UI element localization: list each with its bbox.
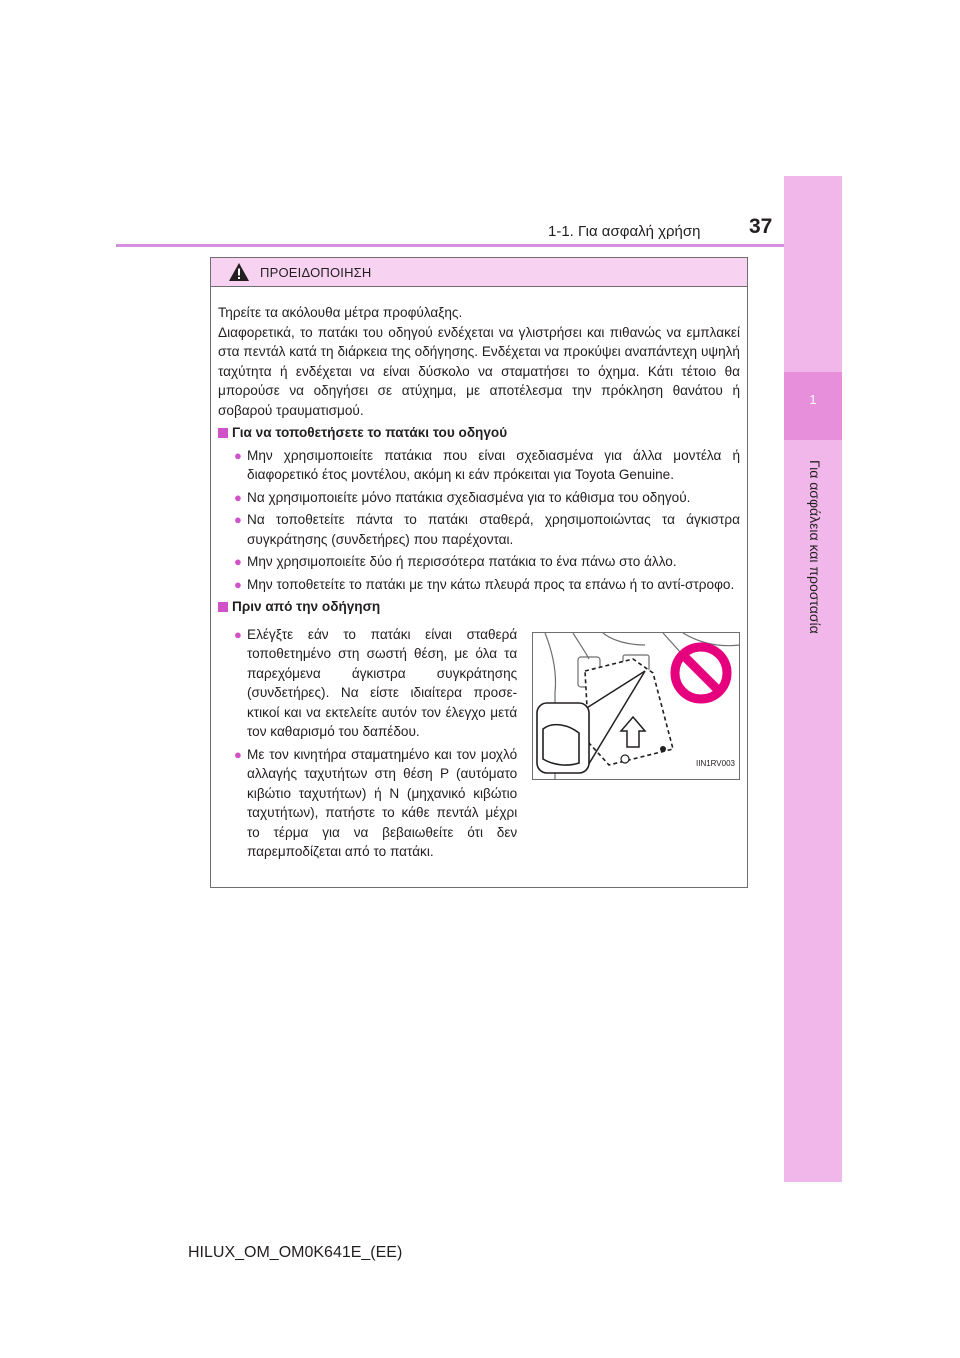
chapter-number: 1 bbox=[809, 392, 817, 407]
section-heading-text: Για να τοποθετήσετε το πατάκι του οδηγού bbox=[232, 425, 508, 440]
bullet-icon: ● bbox=[234, 576, 242, 592]
list-item-text: Να τοποθετείτε πάντα το πατάκι σταθερά, χρησιμοποιώντας τα άγκιστρα συγκράτησης (συνδετήρες) που παρέχονται. bbox=[247, 512, 740, 547]
list-item bbox=[218, 552, 740, 572]
list-item bbox=[218, 510, 740, 549]
bullet-icon: ● bbox=[234, 512, 242, 527]
page-number: 37 bbox=[749, 215, 773, 238]
list-item-text: Ελέγξτε εάν το πατάκι είναι σταθερά τοποθετημένο στη σωστή θέση, με όλα τα παρεχόμενα άγκιστρα συγκράτησης (συνδετήρες). Να είστε ιδιαίτερα προσε-κτικοί και να εκτελείτε αυτόν τον έλεγχο μετά τον καθαρισμό του δαπέδου. bbox=[247, 626, 518, 739]
bullet-icon: ● bbox=[234, 447, 242, 463]
warning-intro-2: Διαφορετικά, το πατάκι του οδηγού ενδέχεται να γλιστρήσει και πιθανώς να εμπλακεί στα πεντάλ κατά τη διάρκεια της οδήγησης. Ενδέχεται να προκύψει αναπάντεχη υψηλή ταχύτητα ή ενδέχεται να είναι δύσκολο να σταματήσει το όχημα. Κάτι τέτοιο θα μπορούσε να οδηγήσει σε ατύχημα, με αποτέλεσμα την πρόκληση θανάτου ή σοβαρού τραυματισμού. bbox=[218, 324, 740, 418]
list-item bbox=[218, 575, 740, 595]
list-item-text: Να χρησιμοποιείτε μόνο πατάκια σχεδιασμένα για το κάθισμα του οδηγού. bbox=[247, 489, 691, 505]
chapter-side-tab bbox=[784, 176, 842, 1182]
list-item bbox=[218, 488, 740, 508]
floor-mat-illustration bbox=[532, 632, 740, 780]
footer-doc-code: HILUX_OM_OM0K641E_(EE) bbox=[188, 1244, 403, 1261]
bullet-icon: ● bbox=[234, 746, 242, 762]
section-heading-before-driving bbox=[218, 597, 740, 617]
list-item bbox=[218, 625, 517, 742]
list-item bbox=[218, 446, 740, 485]
warning-title: ΠΡΟΕΙΔΟΠΟΙΗΣΗ bbox=[260, 264, 372, 280]
warning-header bbox=[211, 258, 747, 287]
list-item-text: Μην χρησιμοποιείτε δύο ή περισσότερα πατάκια το ένα πάνω στο άλλο. bbox=[247, 554, 677, 569]
chapter-title: Για ασφάλεια και προστασία bbox=[807, 460, 823, 634]
section-heading-text: Πριν από την οδήγηση bbox=[232, 599, 381, 614]
bullet-icon: ● bbox=[234, 626, 242, 642]
warning-content bbox=[211, 287, 747, 862]
list-item-text: Μην χρησιμοποιείτε πατάκια που είναι σχεδιασμένα για άλλα μοντέλα ή διαφορετικό έτος μοντέλου, ακόμη κι εάν πρόκειται για Toyota Genuine. bbox=[247, 447, 740, 482]
list-item-text: Μην τοποθετείτε το πατάκι με την κάτω πλευρά προς τα επάνω ή το αντί-στροφο. bbox=[247, 576, 735, 592]
list-item bbox=[218, 745, 517, 862]
warning-intro-1: Τηρείτε τα ακόλουθα μέτρα προφύλαξης. bbox=[218, 305, 463, 320]
warning-box bbox=[210, 257, 748, 888]
before-driving-list bbox=[218, 619, 517, 862]
figure-code: IIN1RV003 bbox=[696, 759, 735, 768]
square-bullet-icon bbox=[218, 428, 228, 438]
bullet-icon: ● bbox=[234, 489, 242, 505]
square-bullet-icon bbox=[218, 602, 228, 612]
warning-triangle-icon bbox=[228, 262, 250, 282]
header-rule bbox=[116, 244, 784, 247]
section-heading-driver-mat bbox=[218, 423, 740, 443]
section-title: 1-1. Για ασφαλή χρήση bbox=[548, 223, 701, 240]
list-item-text: Με τον κινητήρα σταματημένο και τον μοχλό αλλαγής ταχυτήτων στη θέση P (αυτόματο κιβώτιο ταχυτήτων) ή N (μηχανικό κιβώτιο ταχυτήτων), πατήστε το κάθε πεντάλ μέχρι το τέρμα για να βεβαιωθείτε ότι δεν παρεμποδίζεται από το πατάκι. bbox=[247, 746, 518, 859]
before-driving-block bbox=[218, 619, 740, 862]
bullet-icon: ● bbox=[234, 554, 242, 569]
